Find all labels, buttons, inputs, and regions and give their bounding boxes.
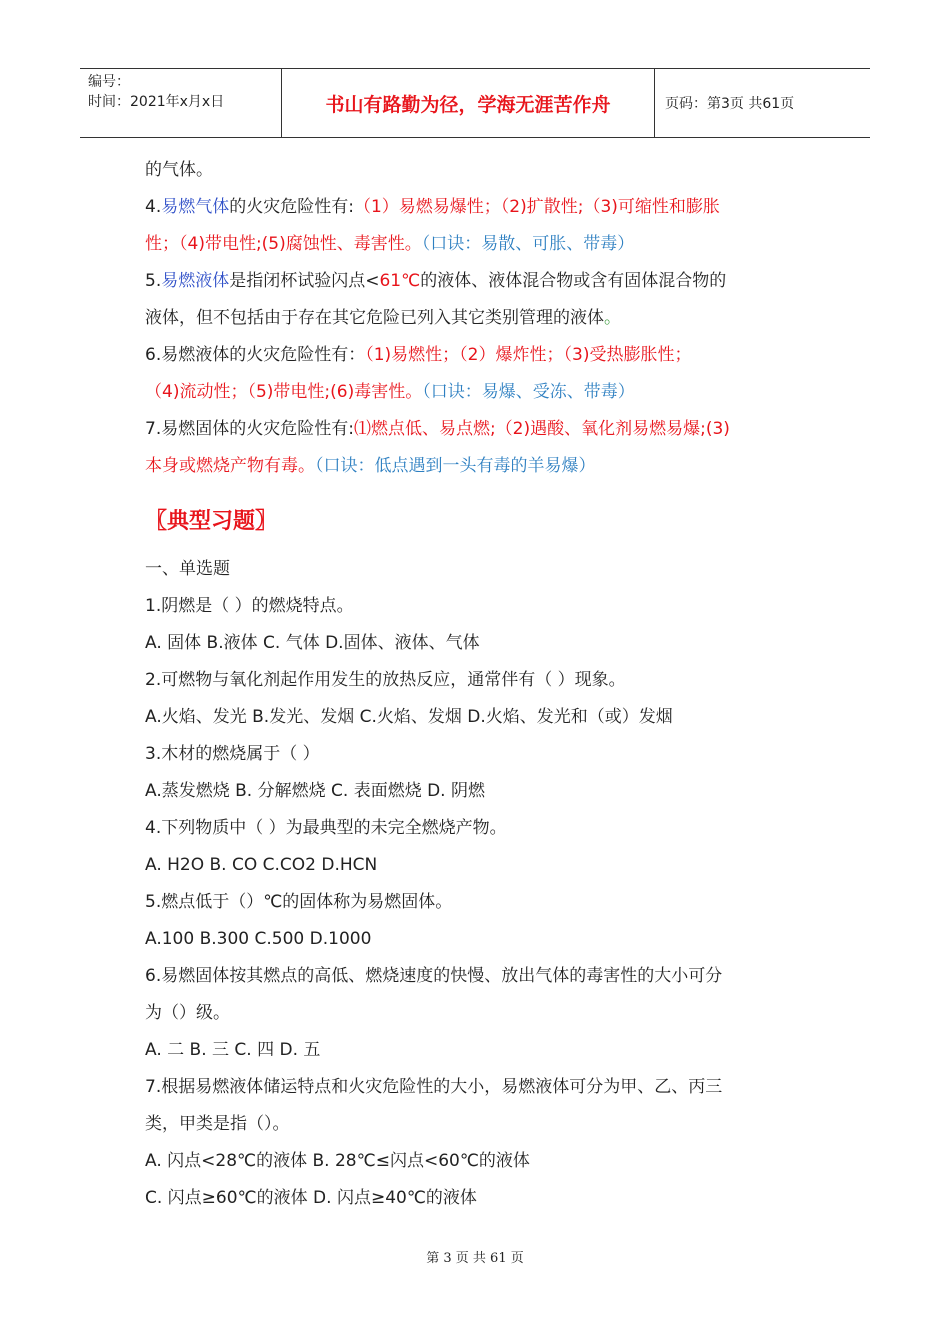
- text: 液体，但不包括由于存在其它危险已列入其它类别管理的液体: [145, 308, 604, 328]
- mnemonic-text: （口诀：易爆、受冻、带毒）: [422, 382, 635, 402]
- question-line: 2.可燃物与氧化剂起作用发生的放热反应，通常伴有（ ）现象。: [145, 670, 626, 690]
- text: 6.易燃液体的火灾危险性有：: [145, 345, 366, 365]
- text: 的气体。: [145, 160, 213, 180]
- red-text: 61℃: [379, 271, 421, 291]
- text-line: [145, 152, 825, 189]
- question-line: A. 二 B. 三 C. 四 D. 五: [145, 1040, 321, 1060]
- question-line: 1.阴燃是（ ）的燃烧特点。: [145, 596, 354, 616]
- red-text: 本身或燃烧产物有毒。: [145, 456, 315, 476]
- text-line: [145, 300, 825, 337]
- question-line: C. 闪点≥60℃的液体 D. 闪点≥40℃的液体: [145, 1188, 477, 1208]
- header-meta: [80, 69, 282, 137]
- red-text: （1)易燃性；（2）爆炸性；（3)受热膨胀性；: [365, 345, 692, 365]
- text: 是指闭杯试验闪点<: [229, 271, 380, 291]
- question-line: A.蒸发燃烧 B. 分解燃烧 C. 表面燃烧 D. 阴燃: [145, 781, 485, 801]
- red-text: 性；（4)带电性;(5)腐蚀性、毒害性。: [145, 234, 422, 254]
- question-line: A.火焰、发光 B.发光、发烟 C.火焰、发烟 D.火焰、发光和（或）发烟: [145, 707, 673, 727]
- question-line: 4.下列物质中（ ）为最典型的未完全燃烧产物。: [145, 818, 507, 838]
- text-line: [145, 263, 825, 300]
- question-line: 7.根据易燃液体储运特点和火灾危险性的大小，易燃液体可分为甲、乙、丙三: [145, 1077, 723, 1097]
- header-page-label: 页码：第3页 共61页: [665, 96, 795, 112]
- term-highlight: 易燃气体: [161, 197, 230, 217]
- text: 的火灾危险性有:: [229, 197, 354, 217]
- text-line: [145, 189, 825, 226]
- page-content: [145, 152, 825, 1217]
- text: 7.易燃固体的火灾危险性有:: [145, 419, 354, 439]
- question-line: 为（）级。: [145, 1003, 230, 1023]
- question-line: A.100 B.300 C.500 D.1000: [145, 929, 372, 949]
- text: 的液体、液体混合物或含有固体混合物的: [420, 271, 727, 291]
- question-line: 一、单选题: [145, 559, 230, 579]
- question-line: A. 固体 B.液体 C. 气体 D.固体、液体、气体: [145, 633, 480, 653]
- question-line: A. H2O B. CO C.CO2 D.HCN: [145, 855, 378, 875]
- item-number: 5.: [145, 271, 162, 291]
- document-number: 编号：: [88, 74, 130, 90]
- question-line: 类，甲类是指（）。: [145, 1114, 290, 1134]
- page-footer: 第 3 页 共 61 页: [426, 1251, 524, 1266]
- text-line: [145, 374, 825, 411]
- header-motto: 书山有路勤为径，学海无涯苦作舟: [282, 69, 655, 137]
- red-text: （1）易燃易爆性；（2)扩散性;（3)可缩性和膨胀: [353, 197, 720, 217]
- item-number: 4.: [145, 197, 162, 217]
- section-title: 〖典型习题〗: [145, 508, 278, 534]
- green-text: 。: [604, 308, 621, 328]
- text-line: [145, 226, 825, 263]
- page-header: [80, 68, 870, 138]
- question-line: A. 闪点<28℃的液体 B. 28℃≤闪点<60℃的液体: [145, 1151, 530, 1171]
- text-line: [145, 337, 825, 374]
- document-time: 时间：2021年x月x日: [88, 94, 225, 110]
- text-line: [145, 448, 825, 485]
- text-line: [145, 411, 825, 448]
- question-line: 6.易燃固体按其燃点的高低、燃烧速度的快慢、放出气体的毒害性的大小可分: [145, 966, 723, 986]
- question-line: 3.木材的燃烧属于（ ）: [145, 744, 320, 764]
- mnemonic-text: （口诀：易散、可胀、带毒）: [421, 234, 635, 254]
- red-text: （4)流动性；（5)带电性;(6)毒害性。: [145, 382, 423, 402]
- term-highlight: 易燃液体: [161, 271, 230, 291]
- mnemonic-text: （口诀：低点遇到一头有毒的羊易爆）: [315, 456, 596, 476]
- question-line: 5.燃点低于（）℃的固体称为易燃固体。: [145, 892, 453, 912]
- red-text: ⑴燃点低、易点燃;（2)遇酸、氧化剂易燃易爆;(3): [353, 419, 730, 439]
